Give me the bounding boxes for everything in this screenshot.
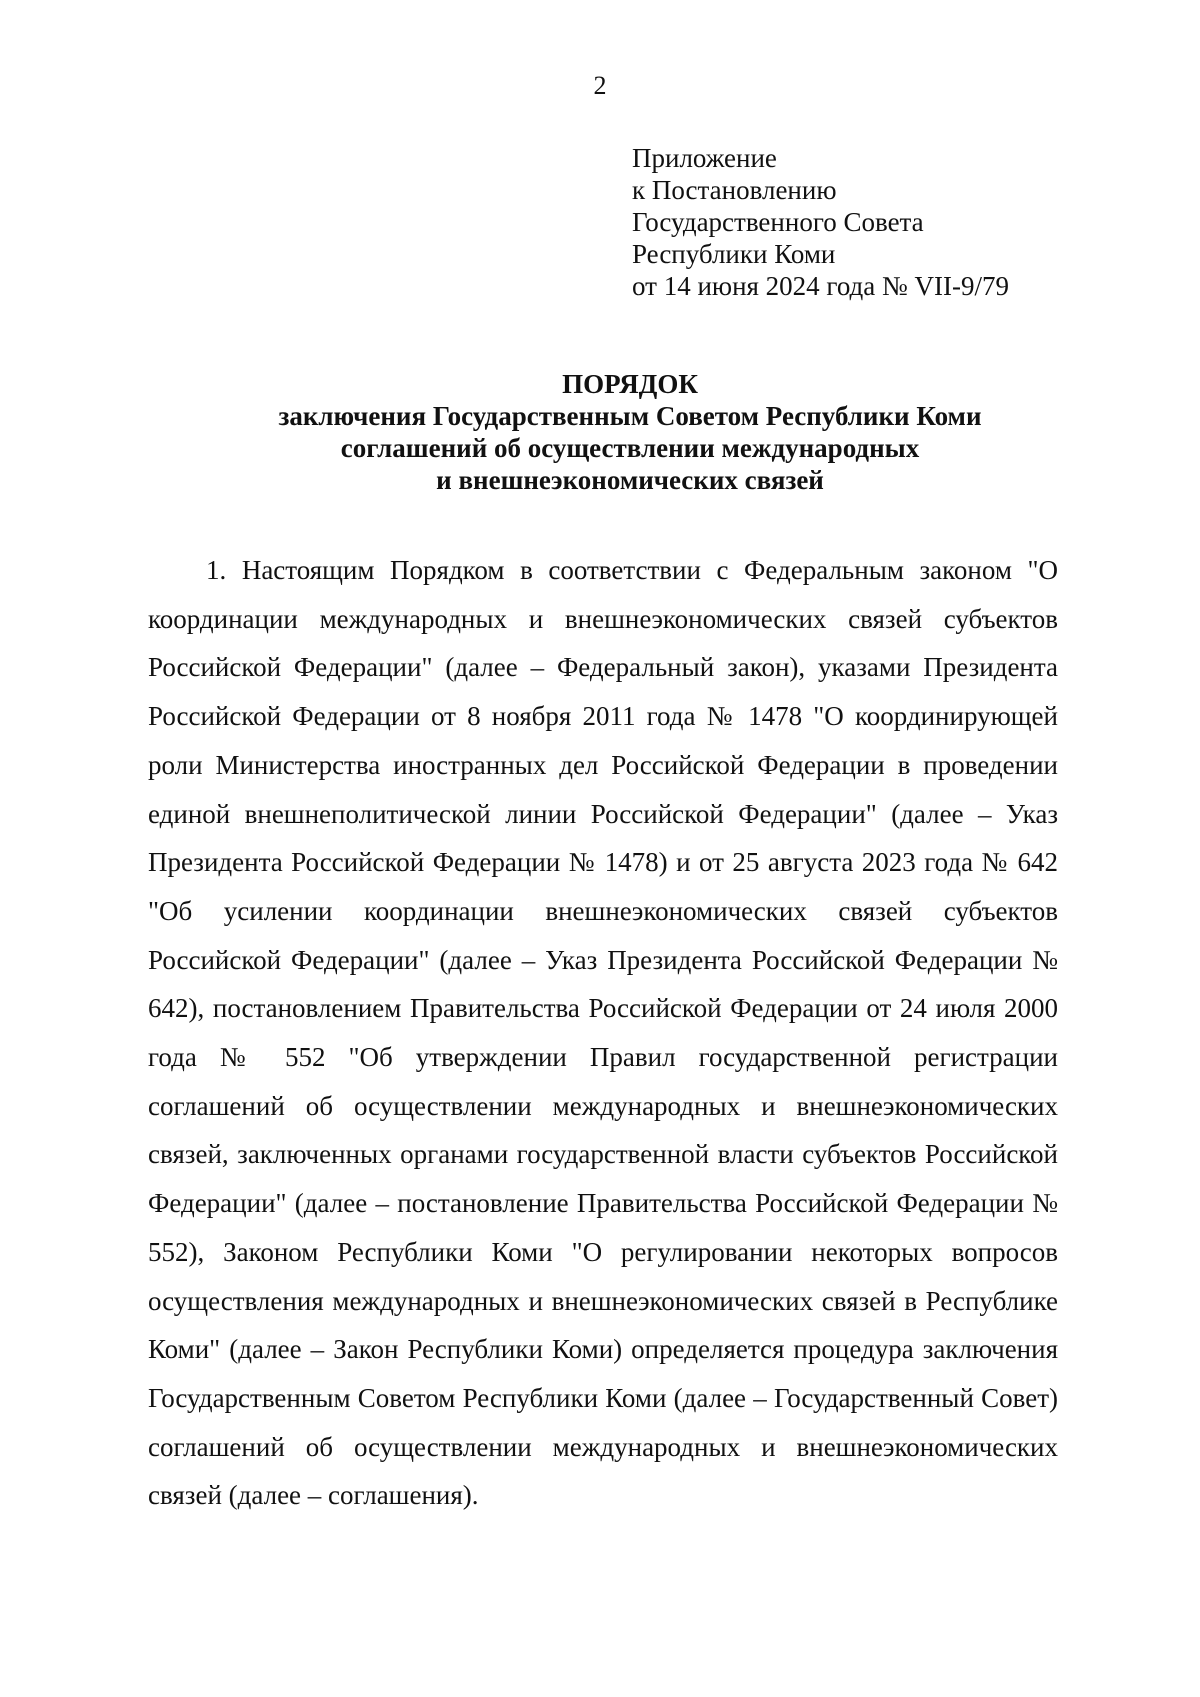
appendix-line: от 14 июня 2024 года № VII-9/79 xyxy=(632,271,1010,301)
title-subtitle-line: заключения Государственным Советом Республики Коми xyxy=(278,401,982,431)
title-heading: ПОРЯДОК xyxy=(562,369,698,399)
page-number: 2 xyxy=(593,71,607,100)
appendix-block xyxy=(632,142,1009,302)
appendix-line: Республики Коми xyxy=(632,239,836,269)
appendix-line: Приложение xyxy=(632,143,777,173)
appendix-line: Государственного Совета xyxy=(632,207,924,237)
body-paragraph: 1. Настоящим Порядком в соответствии с Федеральным законом "О координации международных и внешнеэкономических связей субъектов Российской Федерации" (далее – Федеральный закон), указами Президента Российской Федерации от 8 ноября 2011 года № 1478 "О координирующей роли Министерства иностранных дел Российской Федерации в проведении единой внешнеполитической линии Российской Федерации" (далее – Указ Президента Российской Федерации № 1478) и от 25 августа 2023 года № 642 "Об усилении координации внешнеэкономических связей субъектов Российской Федерации" (далее – Указ Президента Российской Федерации № 642), постановлением Правительства Российской Федерации от 24 июля 2000 года № 552 "Об утверждении Правил государственной регистрации соглашений об осуществлении международных и внешнеэкономических связей, заключенных органами государственной власти субъектов Российской Федерации" (далее – постановление Правительства Российской Федерации № 552), Законом Республики Коми "О регулировании некоторых вопросов осуществления международных и внешнеэкономических связей в Республике Коми" (далее – Закон Республики Коми) определяется процедура заключения Государственным Советом Республики Коми (далее – Государственный Совет) соглашений об осуществлении международных и внешнеэкономических связей (далее – соглашения). xyxy=(148,555,1058,1511)
appendix-line: к Постановлению xyxy=(632,175,837,205)
title-subtitle-line: и внешнеэкономических связей xyxy=(436,465,824,495)
title-subtitle-line: соглашений об осуществлении международных xyxy=(340,433,920,463)
document-title xyxy=(0,368,1200,496)
